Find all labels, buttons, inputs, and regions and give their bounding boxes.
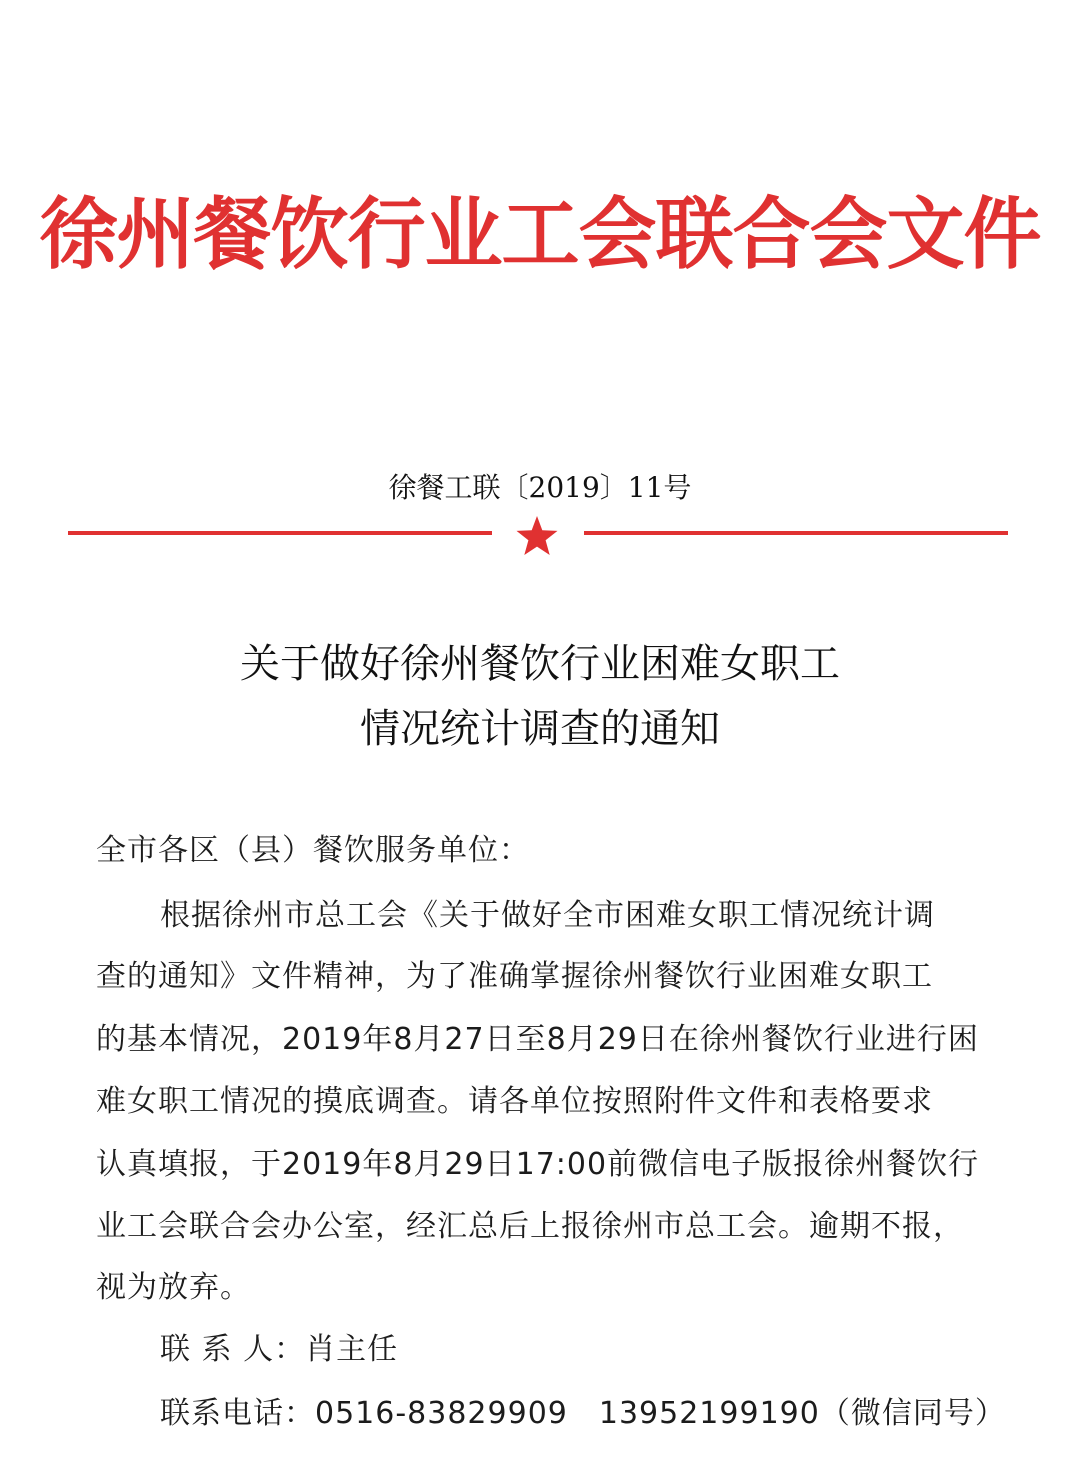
contact-person: 联 系 人：肖主任 [160, 1332, 399, 1367]
salutation: 全市各区（县）餐饮服务单位： [96, 833, 530, 868]
body-line: 认真填报，于2019年8月29日17:00前微信电子版报徐州餐饮行 [96, 1147, 980, 1182]
body-line: 的基本情况，2019年8月27日至8月29日在徐州餐饮行业进行困 [96, 1022, 979, 1057]
contact-phone: 联系电话：0516-83829909 13952199190（微信同号） [160, 1396, 1006, 1431]
divider-right [584, 531, 1008, 535]
body-line: 查的通知》文件精神，为了准确掌握徐州餐饮行业困难女职工 [96, 959, 933, 994]
document-number: 徐餐工联〔2019〕11号 [388, 471, 692, 504]
divider-left [68, 531, 492, 535]
body-line: 业工会联合会办公室，经汇总后上报徐州市总工会。逾期不报， [96, 1209, 964, 1244]
red-star-icon [515, 514, 559, 558]
body-line: 难女职工情况的摸底调查。请各单位按照附件文件和表格要求 [96, 1084, 933, 1119]
masthead-title: 徐州餐饮行业工会联合会文件 [39, 189, 1041, 280]
notice-title-line-2: 情况统计调查的通知 [360, 706, 720, 752]
body-line: 视为放弃。 [96, 1270, 251, 1305]
notice-title-line-1: 关于做好徐州餐饮行业困难女职工 [240, 641, 840, 687]
body-line: 根据徐州市总工会《关于做好全市困难女职工情况统计调 [160, 898, 935, 933]
